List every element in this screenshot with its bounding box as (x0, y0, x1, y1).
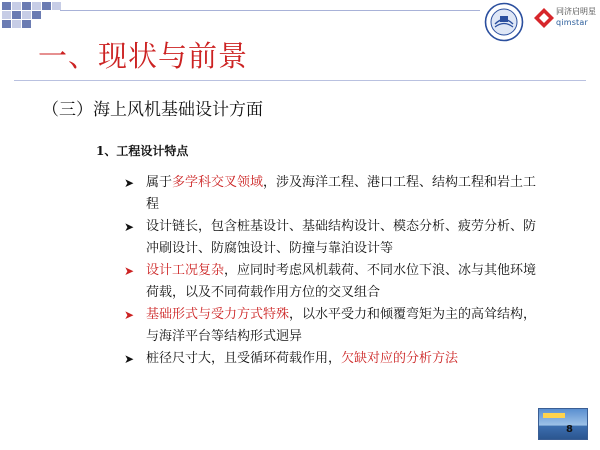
thumbnail-banner (543, 413, 565, 418)
arrow-bullet-icon: ➤ (124, 352, 135, 366)
bullet-text: 设计链长，包含桩基设计、基础结构设计、模态分析、疲劳分析、防冲刷设计、防腐蚀设计、防撞与靠泊设计等 (146, 219, 537, 256)
arrow-bullet-icon: ➤ (124, 308, 135, 322)
bullet-highlight: 设计工况复杂 (146, 263, 225, 278)
bullet-list (122, 172, 542, 370)
bullet-text: ，应同时考虑风机载荷、不同水位下浪、冰与其他环境荷载，以及不同荷载作用方位的交叉组合 (146, 263, 537, 300)
bullet-highlight: 欠缺对应的分析方法 (341, 351, 459, 366)
slide-thumbnail-image (538, 408, 588, 440)
section-heading: 1、工程设计特点 (96, 144, 189, 158)
arrow-bullet-icon: ➤ (124, 220, 135, 234)
subtitle: （三）海上风机基础设计方面 (42, 100, 263, 120)
company-name: 同济启明星 (556, 7, 596, 16)
header-rule (60, 10, 480, 11)
arrow-bullet-icon: ➤ (124, 264, 135, 278)
checker-decoration (2, 2, 61, 28)
list-item (122, 172, 542, 216)
arrow-bullet-icon: ➤ (124, 176, 135, 190)
bullet-text: ，以水平受力和倾覆弯矩为主的高耸结构，与海洋平台等结构形式迥异 (146, 307, 537, 344)
bullet-text: 属于 (146, 175, 173, 190)
page-number: 8 (566, 424, 573, 435)
bullet-highlight: 基础形式与受力方式特殊 (146, 307, 290, 322)
bullet-text: 桩径尺寸大，且受循环荷载作用， (146, 351, 342, 366)
list-item (122, 216, 542, 260)
title-divider (14, 80, 586, 81)
bullet-highlight: 多学科交叉领域 (172, 175, 264, 190)
university-seal-icon (484, 2, 524, 42)
page-title: 一、现状与前景 (38, 39, 249, 73)
list-item (122, 348, 542, 370)
list-item (122, 260, 542, 304)
company-name-en: qimstar (556, 18, 588, 27)
list-item (122, 304, 542, 348)
bullet-text: ，涉及海洋工程、港口工程、结构工程和岩土工程 (146, 175, 537, 212)
